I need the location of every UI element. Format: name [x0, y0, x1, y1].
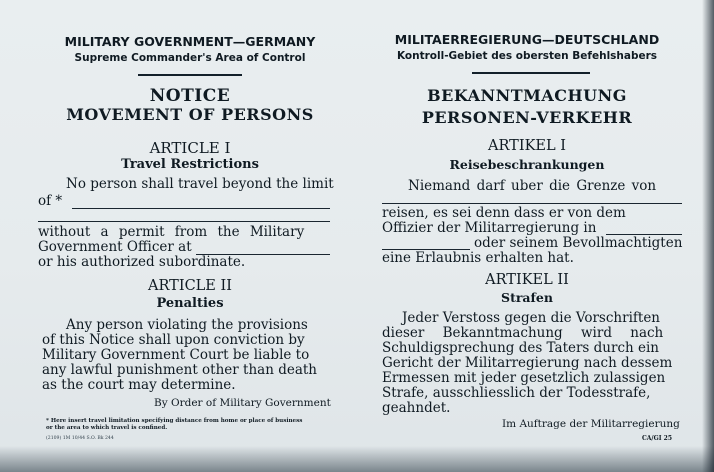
- german-title-bekanntmachung: BEKANNTMACHUNG: [427, 86, 627, 105]
- german-article2-line3: Schuldigsprechung des Taters durch ein: [382, 340, 659, 356]
- english-article1-line5: or his authorized subordinate.: [38, 254, 246, 270]
- german-article2-line1: Jeder Verstoss gegen die Vorschriften: [402, 310, 660, 326]
- english-header-line1: MILITARY GOVERNMENT—GERMANY: [64, 34, 316, 49]
- german-article2-heading: ARTIKEL II: [485, 272, 569, 288]
- english-article2-subheading: Penalties: [156, 296, 224, 311]
- english-article2-line3: Military Government Court be liable to: [42, 347, 310, 363]
- german-header-line2: Kontroll-Gebiet des obersten Befehlshabers: [396, 50, 658, 62]
- english-footnote-line2: or the area to which travel is confined.: [46, 425, 168, 431]
- english-article1-line1: No person shall travel beyond the limit: [66, 176, 334, 192]
- photo-right-edge: [702, 0, 714, 472]
- german-header-rule: [472, 72, 590, 74]
- german-article2-line5: Ermessen mit jeder gesetzlich zulassigen: [382, 370, 666, 386]
- travel-limit-blank: [72, 208, 330, 209]
- english-header-line2: Supreme Commander's Area of Control: [74, 52, 306, 64]
- german-signature: Im Auftrage der Militarregierung: [502, 418, 680, 430]
- english-title-notice: NOTICE: [149, 86, 231, 106]
- german-article2-subheading: Strafen: [501, 290, 553, 305]
- german-article1-heading: ARTIKEL I: [488, 138, 566, 154]
- german-article1-line5: eine Erlaubnis erhalten hat.: [382, 250, 574, 266]
- form-code: CA/GI 25: [642, 435, 672, 442]
- english-article2-line4: any lawful punishment other than death: [42, 362, 317, 378]
- border-location-blank: [382, 203, 682, 204]
- german-article1-line2: reisen, es sei denn dass er von dem: [382, 205, 626, 221]
- german-article2-line2: dieser Bekanntmachung wird nach: [382, 325, 664, 341]
- german-article2-line7: geahndet.: [382, 400, 451, 416]
- english-article2-line5: as the court may determine.: [42, 377, 236, 393]
- print-code: (2109) 1M 10/44 S.O. Bk 244: [46, 436, 114, 441]
- german-article1-subheading: Reisebeschrankungen: [449, 157, 605, 172]
- german-article2-line6: Strafe, ausschliesslich der Todesstrafe,: [382, 385, 651, 401]
- german-title-personen: PERSONEN-VERKEHR: [421, 108, 633, 127]
- english-signature: By Order of Military Government: [154, 397, 331, 409]
- travel-limit-blank-2: [38, 221, 330, 222]
- german-article1-line3: Offizier der Militarregierung in: [382, 220, 597, 236]
- english-article2-line1: Any person violating the provisions: [66, 317, 308, 333]
- english-title-movement: MOVEMENT OF PERSONS: [66, 105, 314, 124]
- english-article1-line2: of *: [38, 193, 63, 209]
- german-article1-line4: oder seinem Bevollmachtigten: [474, 235, 683, 251]
- english-article1-line4: Government Officer at: [38, 239, 192, 255]
- german-article1-line1: Niemand darf uber die Grenze von: [408, 178, 657, 194]
- english-article2-heading: ARTICLE II: [148, 278, 232, 294]
- english-header-rule: [138, 74, 242, 76]
- english-article1-subheading: Travel Restrictions: [121, 157, 259, 172]
- photo-bottom-shadow: [0, 446, 714, 472]
- english-footnote-line1: * Here insert travel limitation specifying distance from home or place of business: [46, 418, 303, 424]
- german-header-line1: MILITAERREGIERUNG—DEUTSCHLAND: [394, 32, 660, 47]
- english-article2-line2: of this Notice shall upon conviction by: [42, 332, 305, 348]
- english-article1-line3: without a permit from the Military: [38, 224, 305, 240]
- english-article1-heading: ARTICLE I: [149, 139, 231, 157]
- german-article2-line4: Gericht der Militarregierung nach dessem: [382, 355, 673, 371]
